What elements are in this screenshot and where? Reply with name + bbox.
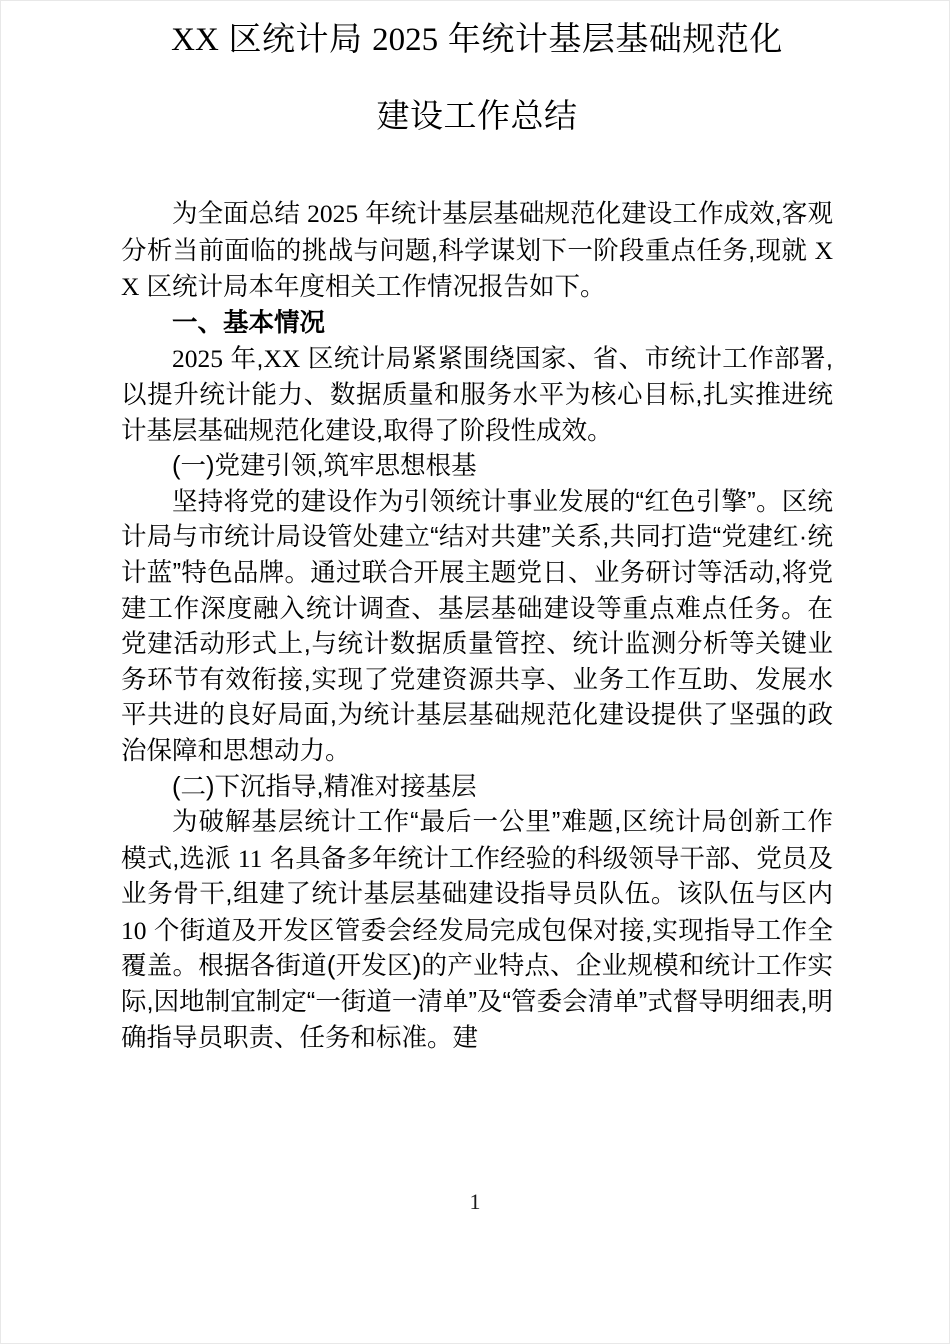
latin-run: XX: [263, 344, 301, 374]
latin-run: 11: [237, 843, 263, 873]
section-heading-1: 一、基本情况: [172, 308, 326, 337]
page-title-line-2: 建设工作总结: [376, 97, 578, 134]
subsection-1-paragraph: 坚持将党的建设作为引领统计事业发展的“红色引擎”。区统计局与市统计局设管处建立“结对共建”关系,共同打造“党建红·统计蓝”特色品牌。通过联合开展主题党日、业务研讨等活动,将党建工作深度融入统计调查、基层基础建设等重点难点任务。在党建活动形式上,与统计数据质量管控、统计监测分析等关键业务环节有效衔接,实现了党建资源共享、业务工作互助、发展水平共进的良好局面,为统计基层基础规范化建设提供了坚强的政治保障和思想动力。: [121, 487, 833, 765]
page-title-line-1: XX 区统计局 2025 年统计基层基础规范化: [171, 20, 783, 58]
page-title: [121, 1, 833, 154]
latin-run: 2025: [172, 344, 223, 374]
subsection-heading-1: (一)党建引领,筑牢思想根基: [172, 452, 477, 481]
document-body: [121, 196, 833, 1056]
intro-paragraph: 为全面总结 2025 年统计基层基础规范化建设工作成效,客观分析当前面临的挑战与问题,科学谋划下一阶段重点任务,现就 XX 区统计局本年度相关工作情况报告如下。: [121, 199, 833, 302]
section-1-paragraph: 2025 年,XX 区统计局紧紧围绕国家、省、市统计工作部署,以提升统计能力、数据质量和服务水平为核心目标,扎实推进统计基层基础规范化建设,取得了阶段性成效。: [121, 344, 834, 445]
page-content: [121, 1, 833, 1056]
subsection-heading-2: (二)下沉指导,精准对接基层: [172, 772, 477, 801]
page-number: 1: [469, 1189, 481, 1214]
latin-run: 2025: [307, 199, 359, 228]
latin-run: XX: [171, 22, 219, 58]
latin-run: XX: [121, 235, 833, 302]
subsection-2-paragraph: 为破解基层统计工作“最后一公里”难题,区统计局创新工作模式,选派 11 名具备多年统计工作经验的科级领导干部、党员及业务骨干,组建了统计基层基础建设指导员队伍。该队伍与区内 10 个街道及开发区管委会经发局完成包保对接,实现指导工作全覆盖。根据各街道(开发区)的产业特点、企业规模和统计工作实际,因地制宜制定“一街道一清单”及“管委会清单”式督导明细表,明确指导员职责、任务和标准。建: [121, 808, 834, 1052]
latin-run: 10: [121, 915, 147, 945]
latin-run: 2025: [372, 22, 439, 58]
title-body-spacer: [121, 154, 833, 196]
